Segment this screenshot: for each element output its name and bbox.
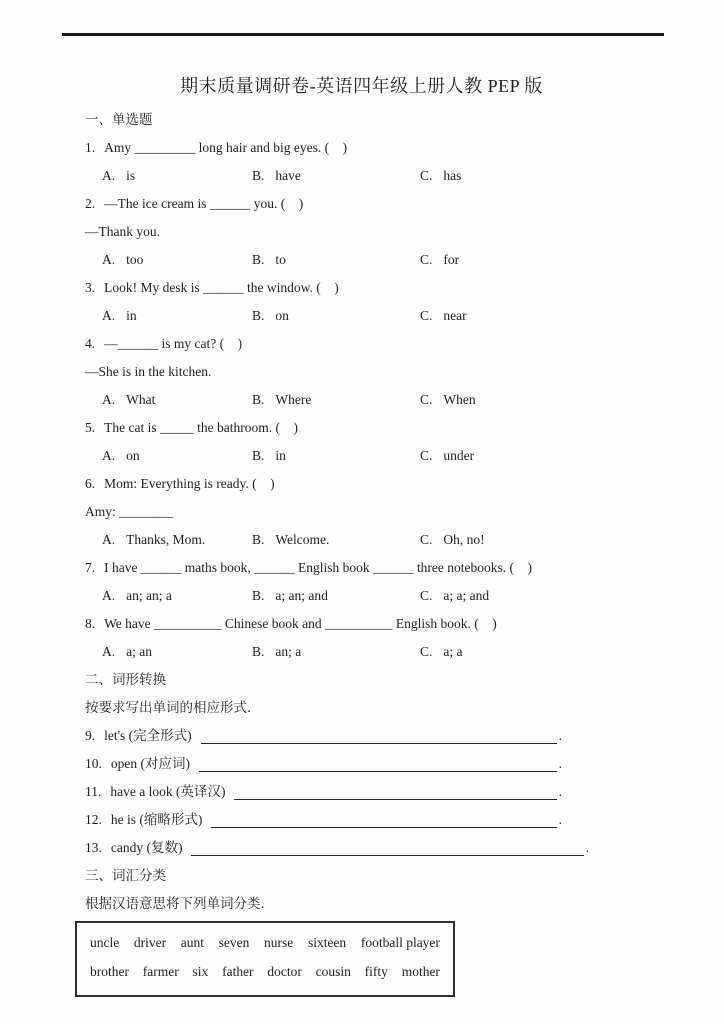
mc-question-7 (85, 554, 638, 610)
word-bank-item: farmer (142, 964, 179, 979)
option-label: A. (102, 448, 116, 463)
question-reply-line (85, 218, 638, 246)
word-bank-item: father (222, 964, 254, 979)
question-number: 5. (85, 420, 96, 435)
option-text: to (275, 252, 286, 267)
option-a (102, 638, 252, 666)
option-c (420, 638, 463, 666)
answer-blank-line (211, 827, 556, 828)
blank-tail-dot: . (558, 728, 562, 743)
blank-tail-dot: . (558, 784, 562, 799)
section-two-instruction: 按要求写出单词的相应形式． (85, 700, 261, 715)
blank-tail-dot: . (558, 756, 562, 771)
options-row (85, 526, 638, 554)
option-label: C. (420, 308, 433, 323)
option-b (252, 386, 420, 414)
option-text: is (126, 168, 136, 183)
word-bank-item: six (192, 964, 209, 979)
option-text: Oh, no! (443, 532, 485, 547)
word-bank-item: aunt (180, 935, 205, 950)
option-text: has (443, 168, 462, 183)
mc-question-8 (85, 610, 638, 666)
option-text: an; an; a (126, 588, 172, 603)
option-label: C. (420, 392, 433, 407)
option-a (102, 302, 252, 330)
options-row (85, 246, 638, 274)
question-stem: Look! My desk is ______ the window. ( ) (104, 280, 339, 295)
option-label: B. (252, 448, 265, 463)
option-b (252, 442, 420, 470)
section-three-instruction: 根据汉语意思将下列单词分类． (85, 896, 274, 911)
question-number: 13. (85, 840, 102, 855)
option-c (420, 162, 461, 190)
mc-question-5 (85, 414, 638, 470)
option-label: C. (420, 588, 433, 603)
option-b (252, 582, 420, 610)
option-label: B. (252, 308, 265, 323)
option-label: B. (252, 644, 265, 659)
option-text: Welcome. (275, 532, 330, 547)
option-c (420, 526, 485, 554)
options-row (85, 302, 638, 330)
question-stem: We have __________ Chinese book and __________ English book. ( ) (104, 616, 497, 631)
option-label: C. (420, 532, 433, 547)
option-label: A. (102, 392, 116, 407)
option-label: B. (252, 168, 265, 183)
option-text: on (275, 308, 289, 323)
question-number: 12. (85, 812, 102, 827)
option-b (252, 246, 420, 274)
answer-blank-line (191, 855, 583, 856)
option-b (252, 162, 420, 190)
question-number: 7. (85, 560, 96, 575)
option-text: Thanks, Mom. (126, 532, 206, 547)
fill-question-12 (85, 806, 562, 834)
question-number: 2. (85, 196, 96, 211)
question-stem: The cat is _____ the bathroom. ( ) (104, 420, 298, 435)
fill-label: have a look (英译汉) (110, 784, 226, 799)
options-row (85, 638, 638, 666)
word-bank-item: brother (90, 964, 129, 979)
question-stem: —The ice cream is ______ you. ( ) (104, 196, 304, 211)
fill-label: open (对应词) (110, 756, 190, 771)
option-text: a; an (126, 644, 152, 659)
option-text: too (126, 252, 144, 267)
option-text: near (443, 308, 467, 323)
word-bank-row-1 (90, 928, 440, 957)
word-bank-row-2 (90, 957, 440, 986)
answer-blank-line (234, 799, 556, 800)
option-text: Where (275, 392, 312, 407)
option-a (102, 526, 252, 554)
option-text: When (443, 392, 476, 407)
fill-question-9 (85, 722, 562, 750)
option-label: C. (420, 252, 433, 267)
section-two-heading: 二、词形转换 (85, 672, 166, 687)
section-three-heading: 三、词汇分类 (85, 868, 166, 883)
option-label: B. (252, 392, 265, 407)
option-c (420, 386, 476, 414)
option-a (102, 246, 252, 274)
question-number: 6. (85, 476, 96, 491)
word-bank-item: fifty (364, 964, 388, 979)
fill-question-13 (85, 834, 589, 862)
section-one-heading: 一、单选题 (85, 112, 153, 127)
word-bank-item: football player (360, 935, 440, 950)
option-c (420, 246, 459, 274)
option-a (102, 442, 252, 470)
fill-question-10 (85, 750, 562, 778)
page-top-rule (62, 33, 664, 36)
option-a (102, 386, 252, 414)
option-label: C. (420, 644, 433, 659)
question-number: 4. (85, 336, 96, 351)
question-number: 10. (85, 756, 102, 771)
option-b (252, 638, 420, 666)
question-number: 1. (85, 140, 96, 155)
option-text: in (275, 448, 286, 463)
question-number: 11. (85, 784, 102, 799)
reply-text: Amy: ________ (85, 504, 174, 519)
fill-label: candy (复数) (110, 840, 183, 855)
option-label: A. (102, 644, 116, 659)
reply-text: —Thank you. (85, 224, 160, 239)
word-bank-item: doctor (267, 964, 302, 979)
option-text: a; a (443, 644, 463, 659)
reply-text: —She is in the kitchen. (85, 364, 212, 379)
word-bank-item: mother (401, 964, 440, 979)
mc-question-4 (85, 330, 638, 414)
options-row (85, 162, 638, 190)
option-label: A. (102, 168, 116, 183)
option-c (420, 302, 467, 330)
option-c (420, 582, 489, 610)
question-stem: Amy _________ long hair and big eyes. ( ) (104, 140, 348, 155)
mc-question-1 (85, 134, 638, 190)
page-content (85, 74, 638, 997)
question-number: 9. (85, 728, 96, 743)
question-stem: Mom: Everything is ready. ( ) (104, 476, 275, 491)
word-bank-item: sixteen (307, 935, 347, 950)
options-row (85, 386, 638, 414)
fill-question-11 (85, 778, 562, 806)
options-row (85, 582, 638, 610)
mc-question-2 (85, 190, 638, 274)
blank-tail-dot: . (558, 812, 562, 827)
option-b (252, 302, 420, 330)
option-text: What (126, 392, 156, 407)
answer-blank-line (201, 743, 557, 744)
word-bank-item: nurse (264, 935, 294, 950)
option-text: on (126, 448, 140, 463)
question-stem: I have ______ maths book, ______ English book ______ three notebooks. ( ) (104, 560, 532, 575)
option-label: C. (420, 168, 433, 183)
word-bank-item: seven (218, 935, 250, 950)
fill-label: he is (缩略形式) (110, 812, 203, 827)
mc-question-3 (85, 274, 638, 330)
fill-label: let's (完全形式) (104, 728, 192, 743)
word-bank-box (75, 921, 455, 997)
question-stem: —______ is my cat? ( ) (104, 336, 243, 351)
options-row (85, 442, 638, 470)
option-text: have (275, 168, 301, 183)
option-text: in (126, 308, 137, 323)
option-b (252, 526, 420, 554)
blank-tail-dot: . (585, 840, 589, 855)
question-reply-line (85, 358, 638, 386)
mc-question-6 (85, 470, 638, 554)
option-label: C. (420, 448, 433, 463)
option-label: B. (252, 532, 265, 547)
option-label: A. (102, 588, 116, 603)
option-label: A. (102, 308, 116, 323)
option-text: an; a (275, 644, 302, 659)
option-label: A. (102, 532, 116, 547)
question-number: 8. (85, 616, 96, 631)
option-label: A. (102, 252, 116, 267)
page-title: 期末质量调研卷-英语四年级上册人教 PEP 版 (180, 76, 543, 96)
option-text: for (443, 252, 460, 267)
word-bank-item: driver (133, 935, 167, 950)
option-c (420, 442, 474, 470)
option-label: B. (252, 252, 265, 267)
option-text: a; an; and (275, 588, 328, 603)
answer-blank-line (199, 771, 557, 772)
option-a (102, 162, 252, 190)
question-reply-line (85, 498, 638, 526)
word-bank-item: uncle (90, 935, 120, 950)
option-text: a; a; and (443, 588, 490, 603)
option-a (102, 582, 252, 610)
option-label: B. (252, 588, 265, 603)
option-text: under (443, 448, 475, 463)
question-number: 3. (85, 280, 96, 295)
word-bank-item: cousin (315, 964, 351, 979)
